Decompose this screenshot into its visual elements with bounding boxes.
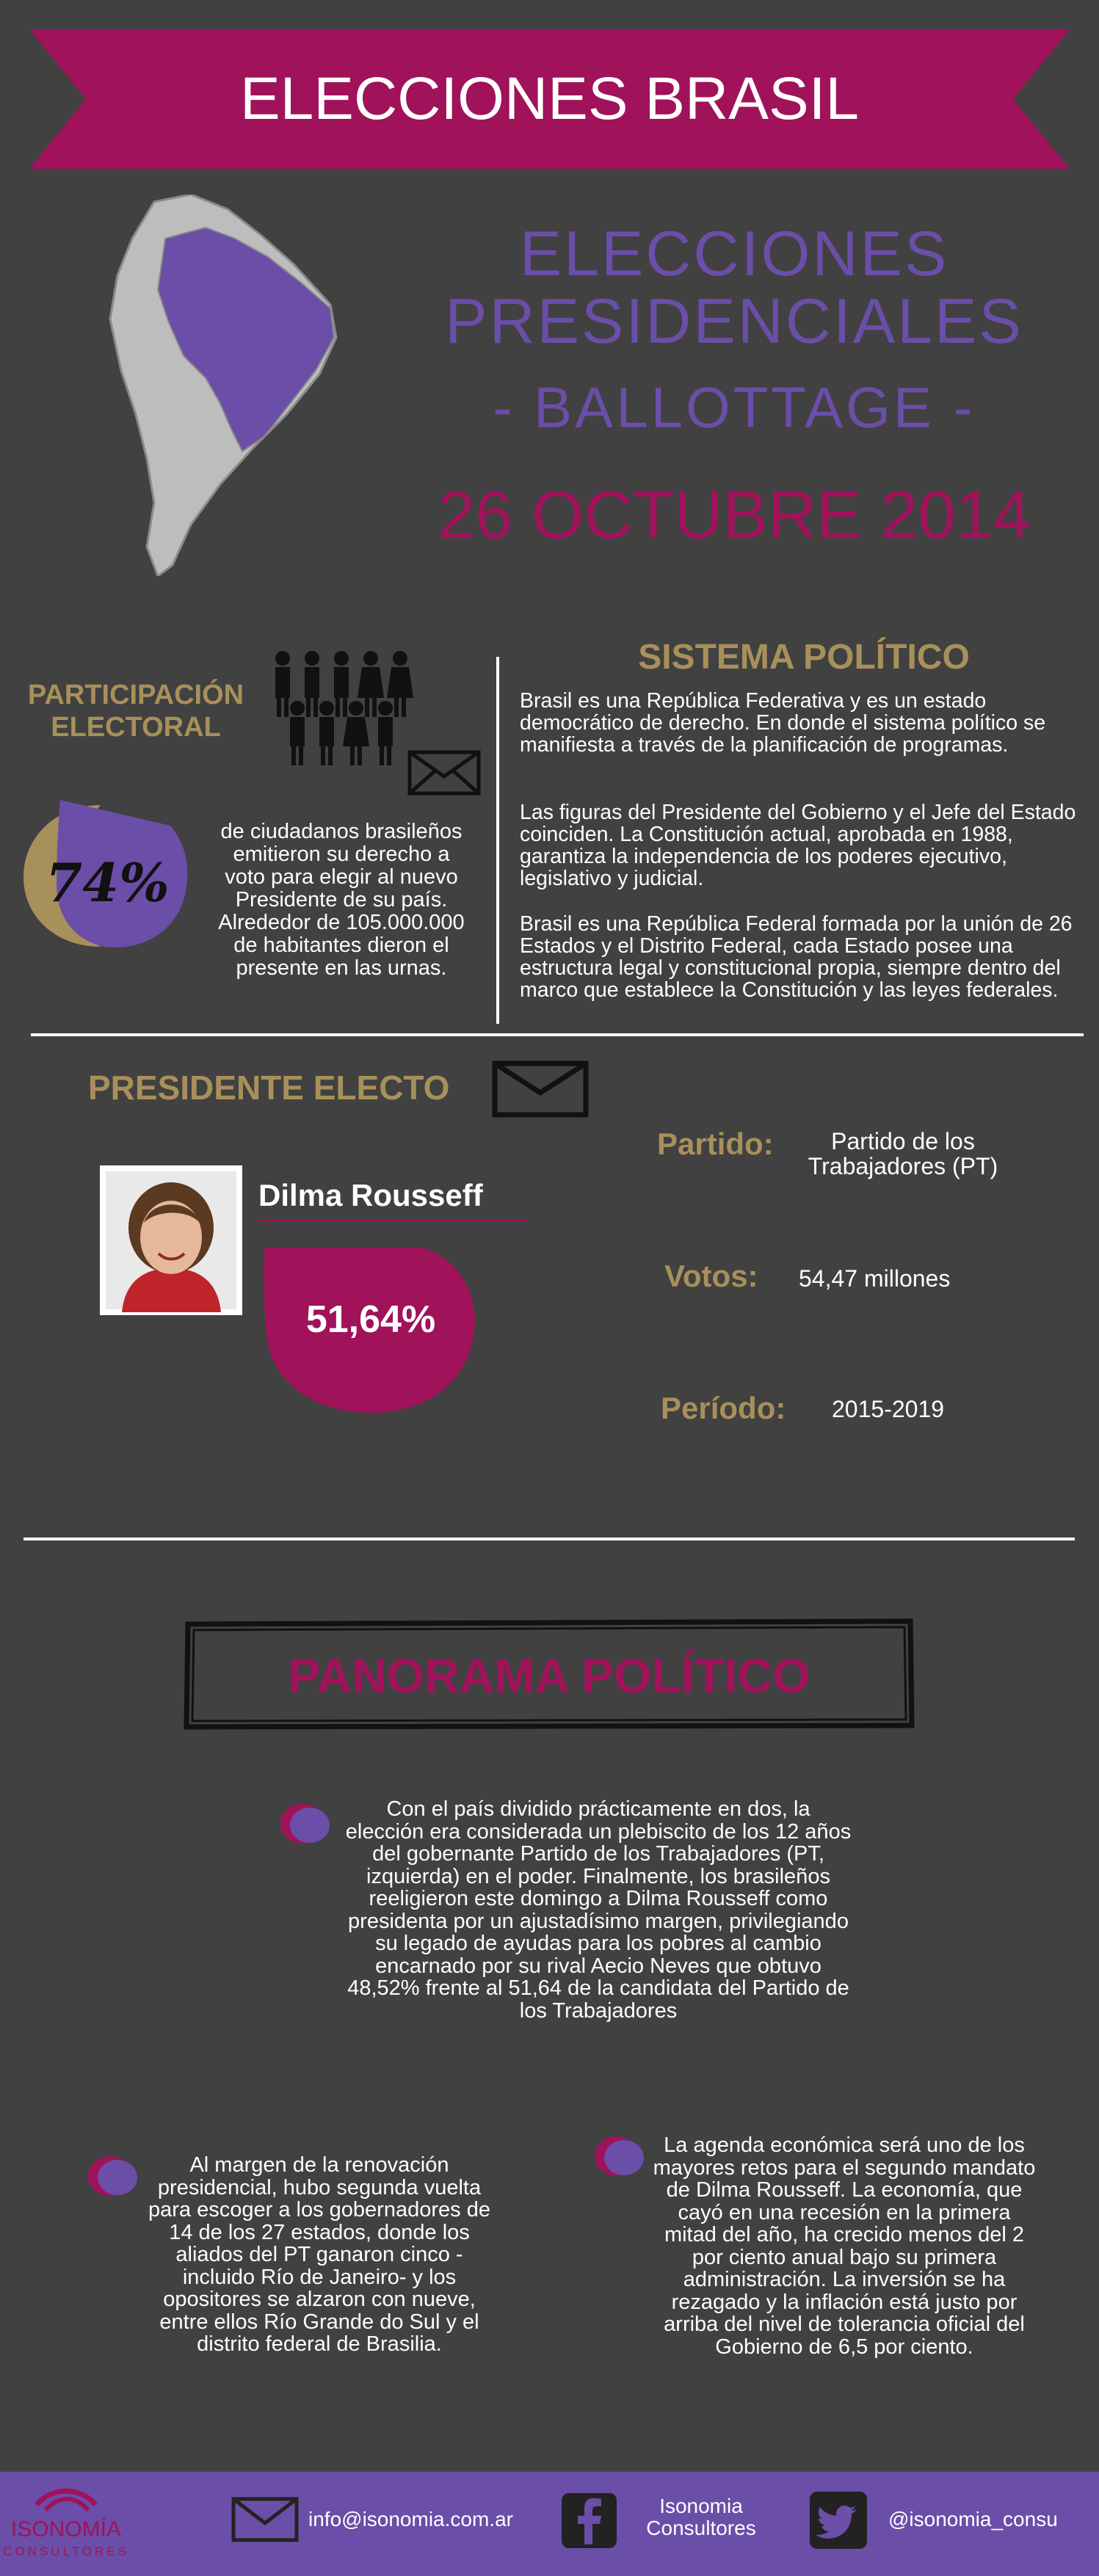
twitter-icon[interactable] bbox=[810, 2492, 867, 2549]
envelope-icon bbox=[492, 1060, 589, 1118]
president-title: PRESIDENTE ELECTO bbox=[88, 1069, 450, 1107]
political-system-paragraph: Brasil es una República Federal formada por la unión de 26 Estados y el Distrito Federal, cada Estado posee una estructura legal y constitucional propia, siempre dentro del marco que establece la Constitución y las leyes federales. bbox=[520, 912, 1073, 1002]
president-name: Dilma Rousseff bbox=[258, 1178, 483, 1212]
election-heading-line1: ELECCIONES bbox=[519, 219, 949, 289]
isonomia-logo-icon bbox=[29, 2479, 103, 2516]
bullet-blob-icon bbox=[87, 2154, 142, 2198]
president-percent: 51,64% bbox=[305, 1298, 436, 1341]
footer-email-link[interactable]: info@isonomia.com.ar bbox=[308, 2508, 513, 2530]
election-heading-line2: PRESIDENCIALES bbox=[445, 286, 1023, 357]
period-value: 2015-2019 bbox=[832, 1396, 945, 1422]
page-title: ELECCIONES BRASIL bbox=[239, 65, 860, 132]
facebook-icon[interactable] bbox=[562, 2493, 617, 2548]
party-label: Partido: bbox=[657, 1127, 774, 1161]
panorama-title: PANORAMA POLÍTICO bbox=[288, 1648, 810, 1703]
bullet-blob-icon bbox=[593, 2134, 648, 2178]
political-system-paragraph: Las figuras del Presidente del Gobierno y el Jefe del Estado coinciden. La Constitución actual, aprobada en 1988, garantiza la independencia de los poderes ejecutivo, legislativo y judicial. bbox=[520, 801, 1076, 890]
envelope-icon bbox=[407, 750, 481, 796]
president-portrait-icon bbox=[100, 1165, 242, 1315]
panorama-paragraph: Con el país dividido prácticamente en dos, la elección era considerada un plebiscito de los 12 años del gobernante Partido de los Trabajadores (PT, izquierda) en el poder. Finalmente, los brasileños reeligieron este domingo a Dilma Rousseff como presidenta por un ajustadísimo margen, privilegiando su legado de ayudas para los pobres al cambio encarnado por su rival Aecio Neves que obtuvo 48,52% frente al 51,64 de la candidata del Partido de los Trabajadores bbox=[345, 1797, 852, 2023]
email-icon[interactable] bbox=[231, 2497, 299, 2542]
period-label: Período: bbox=[661, 1391, 786, 1425]
people-group-icon bbox=[268, 650, 429, 767]
party-value: Partido de los Trabajadores (PT) bbox=[808, 1128, 998, 1179]
name-underline bbox=[258, 1220, 526, 1222]
participation-title: PARTICIPACIÓN ELECTORAL bbox=[27, 680, 244, 743]
votes-value: 54,47 millones bbox=[799, 1265, 951, 1292]
footer-twitter-link[interactable]: @isonomia_consu bbox=[888, 2508, 1058, 2530]
footer-brand: ISONOMÍA bbox=[10, 2517, 121, 2542]
political-system-paragraph: Brasil es una República Federativa y es un estado democrático de derecho. En donde el sistema político se manifiesta a través de la planificación de programas. bbox=[520, 689, 1046, 757]
votes-label: Votos: bbox=[664, 1259, 758, 1293]
south-america-map-icon bbox=[103, 194, 345, 576]
bullet-blob-icon bbox=[279, 1802, 334, 1846]
participation-percent: 74% bbox=[46, 851, 170, 914]
vertical-divider bbox=[496, 657, 499, 1024]
president-photo bbox=[100, 1165, 242, 1315]
footer-facebook-link[interactable]: Isonomia Consultores bbox=[646, 2495, 756, 2539]
participation-description: de ciudadanos brasileños emitieron su derecho a voto para elegir al nuevo Presidente de su país. Alrededor de 105.000.000 de habitantes dieron el presente en las urnas. bbox=[218, 820, 465, 980]
panorama-paragraph: La agenda económica será uno de los mayores retos para el segundo mandato de Dilma Rousseff. La economía, que cayó en una recesión en la primera mitad del año, ha crecido menos del 2 por ciento anual bajo su primera administración. La inversión se ha rezagado y la inflación está justo por arriba del nivel de tolerancia oficial del Gobierno de 6,5 por ciento. bbox=[653, 2133, 1036, 2359]
footer-brand-sub: CONSULTORES bbox=[3, 2544, 129, 2558]
election-date: 26 OCTUBRE 2014 bbox=[438, 478, 1031, 553]
panorama-paragraph: Al margen de la renovación presidencial, hubo segunda vuelta para escoger a los gobernadores de 14 de los 27 estados, donde los aliados del PT ganaron cinco -incluido Río de Janeiro- y los opositores se alzaron con nueve, entre ellos Río Grande do Sul y el distrito federal de Brasilia. bbox=[148, 2153, 490, 2356]
ballottage-subtitle: - BALLOTTAGE - bbox=[493, 375, 976, 440]
section-divider bbox=[23, 1538, 1075, 1540]
political-system-title: SISTEMA POLÍTICO bbox=[638, 638, 970, 677]
section-divider bbox=[31, 1033, 1084, 1036]
election-heading bbox=[418, 220, 1050, 355]
